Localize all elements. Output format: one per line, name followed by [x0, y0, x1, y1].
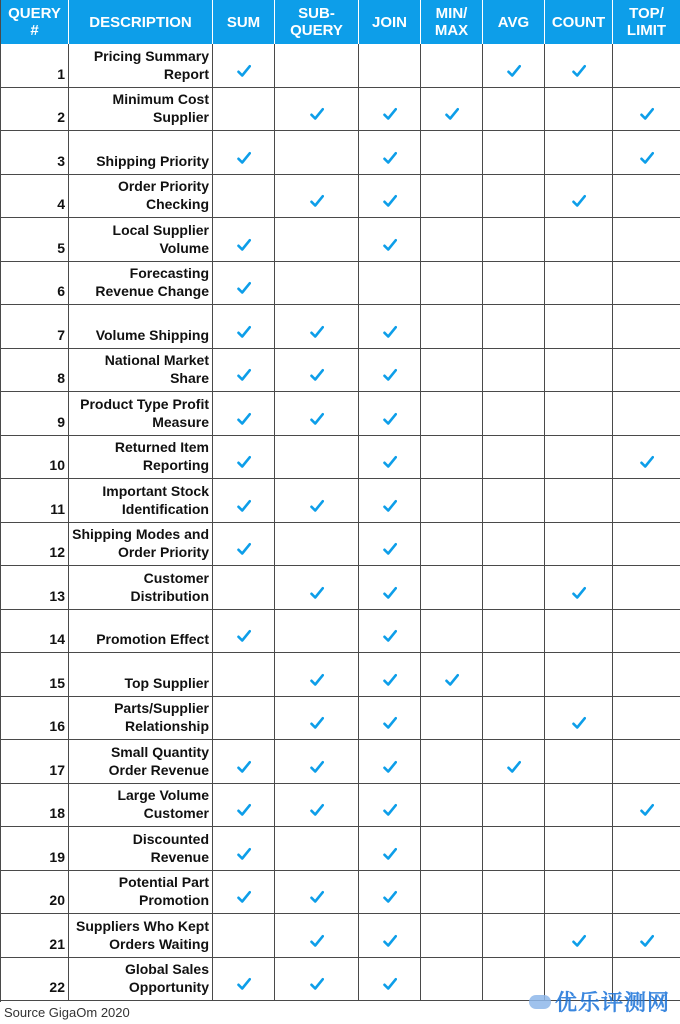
- avg-cell: [483, 436, 545, 480]
- top-limit-cell: [613, 88, 680, 132]
- description-cell: Important Stock Identification: [69, 479, 213, 523]
- query-number-cell: 6: [1, 262, 69, 306]
- subquery-cell: [275, 218, 359, 262]
- checkmark-icon: [237, 455, 251, 474]
- description-cell: Local Supplier Volume: [69, 218, 213, 262]
- query-number-cell: 16: [1, 697, 69, 741]
- avg-cell: [483, 175, 545, 219]
- query-number-cell: 8: [1, 349, 69, 393]
- top-limit-cell: [613, 566, 680, 610]
- top-limit-cell: [613, 44, 680, 88]
- join-cell: [359, 305, 421, 349]
- watermark: [529, 986, 670, 1017]
- min-max-cell: [421, 305, 483, 349]
- sum-cell: [213, 305, 275, 349]
- checkmark-icon: [383, 586, 397, 605]
- subquery-cell: [275, 44, 359, 88]
- checkmark-icon: [383, 803, 397, 822]
- min-max-cell: [421, 436, 483, 480]
- avg-cell: [483, 523, 545, 567]
- top-limit-cell: [613, 218, 680, 262]
- top-limit-cell: [613, 131, 680, 175]
- avg-cell: [483, 784, 545, 828]
- join-cell: [359, 653, 421, 697]
- checkmark-icon: [237, 368, 251, 387]
- sum-cell: [213, 218, 275, 262]
- description-cell: Suppliers Who Kept Orders Waiting: [69, 914, 213, 958]
- count-cell: [545, 740, 613, 784]
- min-max-cell: [421, 697, 483, 741]
- header-min-max: MIN/ MAX: [421, 0, 483, 44]
- top-limit-cell: [613, 914, 680, 958]
- description-cell: Returned Item Reporting: [69, 436, 213, 480]
- min-max-cell: [421, 175, 483, 219]
- join-cell: [359, 218, 421, 262]
- avg-cell: [483, 349, 545, 393]
- count-cell: [545, 131, 613, 175]
- subquery-cell: [275, 827, 359, 871]
- sum-cell: [213, 697, 275, 741]
- checkmark-icon: [310, 325, 324, 344]
- sum-cell: [213, 523, 275, 567]
- subquery-cell: [275, 740, 359, 784]
- avg-cell: [483, 88, 545, 132]
- join-cell: [359, 914, 421, 958]
- sum-cell: [213, 914, 275, 958]
- query-number-cell: 19: [1, 827, 69, 871]
- min-max-cell: [421, 784, 483, 828]
- checkmark-icon: [237, 977, 251, 996]
- join-cell: [359, 566, 421, 610]
- checkmark-icon: [383, 412, 397, 431]
- join-cell: [359, 479, 421, 523]
- sum-cell: [213, 392, 275, 436]
- top-limit-cell: [613, 392, 680, 436]
- count-cell: [545, 175, 613, 219]
- min-max-cell: [421, 827, 483, 871]
- join-cell: [359, 436, 421, 480]
- header-sum: SUM: [213, 0, 275, 44]
- sum-cell: [213, 88, 275, 132]
- checkmark-icon: [237, 542, 251, 561]
- min-max-cell: [421, 218, 483, 262]
- header-top-limit: TOP/ LIMIT: [613, 0, 680, 44]
- checkmark-icon: [507, 64, 521, 83]
- checkmark-icon: [383, 890, 397, 909]
- sum-cell: [213, 262, 275, 306]
- subquery-cell: [275, 349, 359, 393]
- avg-cell: [483, 610, 545, 654]
- checkmark-icon: [310, 890, 324, 909]
- min-max-cell: [421, 871, 483, 915]
- checkmark-icon: [383, 934, 397, 953]
- avg-cell: [483, 740, 545, 784]
- checkmark-icon: [237, 412, 251, 431]
- sum-cell: [213, 44, 275, 88]
- description-cell: Customer Distribution: [69, 566, 213, 610]
- watermark-logo-icon: [529, 995, 551, 1009]
- top-limit-cell: [613, 827, 680, 871]
- checkmark-icon: [383, 194, 397, 213]
- checkmark-icon: [383, 673, 397, 692]
- checkmark-icon: [237, 238, 251, 257]
- join-cell: [359, 349, 421, 393]
- join-cell: [359, 131, 421, 175]
- subquery-cell: [275, 784, 359, 828]
- top-limit-cell: [613, 479, 680, 523]
- min-max-cell: [421, 523, 483, 567]
- description-cell: Large Volume Customer: [69, 784, 213, 828]
- avg-cell: [483, 305, 545, 349]
- query-number-cell: 14: [1, 610, 69, 654]
- min-max-cell: [421, 44, 483, 88]
- min-max-cell: [421, 88, 483, 132]
- query-number-cell: 15: [1, 653, 69, 697]
- checkmark-icon: [572, 716, 586, 735]
- query-number-cell: 12: [1, 523, 69, 567]
- sum-cell: [213, 958, 275, 1002]
- top-limit-cell: [613, 305, 680, 349]
- checkmark-icon: [640, 107, 654, 126]
- subquery-cell: [275, 566, 359, 610]
- count-cell: [545, 610, 613, 654]
- checkmark-icon: [383, 499, 397, 518]
- top-limit-cell: [613, 175, 680, 219]
- min-max-cell: [421, 653, 483, 697]
- description-cell: Parts/Supplier Relationship: [69, 697, 213, 741]
- query-number-cell: 1: [1, 44, 69, 88]
- checkmark-icon: [310, 803, 324, 822]
- avg-cell: [483, 914, 545, 958]
- join-cell: [359, 88, 421, 132]
- query-number-cell: 5: [1, 218, 69, 262]
- subquery-cell: [275, 305, 359, 349]
- checkmark-icon: [383, 368, 397, 387]
- count-cell: [545, 218, 613, 262]
- min-max-cell: [421, 349, 483, 393]
- subquery-cell: [275, 871, 359, 915]
- checkmark-icon: [310, 586, 324, 605]
- description-cell: Shipping Priority: [69, 131, 213, 175]
- checkmark-icon: [310, 934, 324, 953]
- subquery-cell: [275, 88, 359, 132]
- query-number-cell: 17: [1, 740, 69, 784]
- description-cell: Forecasting Revenue Change: [69, 262, 213, 306]
- query-number-cell: 22: [1, 958, 69, 1002]
- checkmark-icon: [237, 890, 251, 909]
- checkmark-icon: [237, 499, 251, 518]
- description-cell: Pricing Summary Report: [69, 44, 213, 88]
- checkmark-icon: [383, 238, 397, 257]
- avg-cell: [483, 262, 545, 306]
- count-cell: [545, 436, 613, 480]
- count-cell: [545, 566, 613, 610]
- checkmark-icon: [640, 151, 654, 170]
- min-max-cell: [421, 262, 483, 306]
- checkmark-icon: [383, 542, 397, 561]
- description-cell: Top Supplier: [69, 653, 213, 697]
- sum-cell: [213, 479, 275, 523]
- query-number-cell: 10: [1, 436, 69, 480]
- header-subquery: SUB- QUERY: [275, 0, 359, 44]
- checkmark-icon: [383, 151, 397, 170]
- count-cell: [545, 349, 613, 393]
- checkmark-icon: [640, 455, 654, 474]
- join-cell: [359, 262, 421, 306]
- checkmark-icon: [237, 64, 251, 83]
- sum-cell: [213, 349, 275, 393]
- join-cell: [359, 175, 421, 219]
- top-limit-cell: [613, 784, 680, 828]
- checkmark-icon: [310, 499, 324, 518]
- checkmark-icon: [310, 412, 324, 431]
- min-max-cell: [421, 958, 483, 1002]
- header-query-number: QUERY #: [1, 0, 69, 44]
- count-cell: [545, 653, 613, 697]
- query-number-cell: 20: [1, 871, 69, 915]
- source-note: Source GigaOm 2020: [4, 1005, 130, 1020]
- checkmark-icon: [383, 629, 397, 648]
- sum-cell: [213, 653, 275, 697]
- query-number-cell: 7: [1, 305, 69, 349]
- sum-cell: [213, 610, 275, 654]
- count-cell: [545, 305, 613, 349]
- checkmark-icon: [310, 760, 324, 779]
- sum-cell: [213, 175, 275, 219]
- header-description: DESCRIPTION: [69, 0, 213, 44]
- description-cell: Global Sales Opportunity: [69, 958, 213, 1002]
- description-cell: Minimum Cost Supplier: [69, 88, 213, 132]
- checkmark-icon: [237, 760, 251, 779]
- subquery-cell: [275, 653, 359, 697]
- query-number-cell: 3: [1, 131, 69, 175]
- header-join: JOIN: [359, 0, 421, 44]
- subquery-cell: [275, 392, 359, 436]
- top-limit-cell: [613, 523, 680, 567]
- checkmark-icon: [383, 847, 397, 866]
- avg-cell: [483, 479, 545, 523]
- checkmark-icon: [237, 629, 251, 648]
- avg-cell: [483, 827, 545, 871]
- top-limit-cell: [613, 740, 680, 784]
- query-number-cell: 18: [1, 784, 69, 828]
- min-max-cell: [421, 131, 483, 175]
- checkmark-icon: [640, 934, 654, 953]
- count-cell: [545, 871, 613, 915]
- subquery-cell: [275, 436, 359, 480]
- join-cell: [359, 740, 421, 784]
- avg-cell: [483, 131, 545, 175]
- query-number-cell: 2: [1, 88, 69, 132]
- subquery-cell: [275, 958, 359, 1002]
- count-cell: [545, 697, 613, 741]
- description-cell: National Market Share: [69, 349, 213, 393]
- subquery-cell: [275, 914, 359, 958]
- top-limit-cell: [613, 349, 680, 393]
- sum-cell: [213, 131, 275, 175]
- sum-cell: [213, 436, 275, 480]
- watermark-text: 优乐评测网: [554, 991, 670, 1016]
- checkmark-icon: [445, 107, 459, 126]
- query-number-cell: 13: [1, 566, 69, 610]
- checkmark-icon: [572, 934, 586, 953]
- description-cell: Promotion Effect: [69, 610, 213, 654]
- avg-cell: [483, 566, 545, 610]
- checkmark-icon: [507, 760, 521, 779]
- join-cell: [359, 827, 421, 871]
- count-cell: [545, 784, 613, 828]
- query-number-cell: 4: [1, 175, 69, 219]
- checkmark-icon: [640, 803, 654, 822]
- checkmark-icon: [310, 716, 324, 735]
- join-cell: [359, 44, 421, 88]
- checkmark-icon: [310, 194, 324, 213]
- checkmark-icon: [237, 847, 251, 866]
- checkmark-icon: [237, 803, 251, 822]
- count-cell: [545, 914, 613, 958]
- min-max-cell: [421, 914, 483, 958]
- checkmark-icon: [383, 455, 397, 474]
- checkmark-icon: [310, 107, 324, 126]
- subquery-cell: [275, 175, 359, 219]
- avg-cell: [483, 697, 545, 741]
- subquery-cell: [275, 523, 359, 567]
- count-cell: [545, 392, 613, 436]
- avg-cell: [483, 44, 545, 88]
- checkmark-icon: [237, 325, 251, 344]
- count-cell: [545, 523, 613, 567]
- description-cell: Discounted Revenue: [69, 827, 213, 871]
- count-cell: [545, 262, 613, 306]
- min-max-cell: [421, 566, 483, 610]
- min-max-cell: [421, 479, 483, 523]
- top-limit-cell: [613, 871, 680, 915]
- checkmark-icon: [383, 977, 397, 996]
- checkmark-icon: [310, 673, 324, 692]
- count-cell: [545, 88, 613, 132]
- count-cell: [545, 44, 613, 88]
- subquery-cell: [275, 479, 359, 523]
- count-cell: [545, 479, 613, 523]
- count-cell: [545, 827, 613, 871]
- top-limit-cell: [613, 653, 680, 697]
- sum-cell: [213, 871, 275, 915]
- join-cell: [359, 958, 421, 1002]
- checkmark-icon: [572, 194, 586, 213]
- subquery-cell: [275, 697, 359, 741]
- header-count: COUNT: [545, 0, 613, 44]
- join-cell: [359, 871, 421, 915]
- top-limit-cell: [613, 697, 680, 741]
- subquery-cell: [275, 131, 359, 175]
- description-cell: Volume Shipping: [69, 305, 213, 349]
- sum-cell: [213, 740, 275, 784]
- checkmark-icon: [572, 64, 586, 83]
- description-cell: Shipping Modes and Order Priority: [69, 523, 213, 567]
- top-limit-cell: [613, 610, 680, 654]
- join-cell: [359, 392, 421, 436]
- checkmark-icon: [572, 586, 586, 605]
- sum-cell: [213, 827, 275, 871]
- join-cell: [359, 610, 421, 654]
- checkmark-icon: [383, 325, 397, 344]
- description-cell: Potential Part Promotion: [69, 871, 213, 915]
- min-max-cell: [421, 610, 483, 654]
- checkmark-icon: [383, 107, 397, 126]
- join-cell: [359, 523, 421, 567]
- checkmark-icon: [237, 281, 251, 300]
- description-cell: Order Priority Checking: [69, 175, 213, 219]
- sum-cell: [213, 784, 275, 828]
- query-number-cell: 9: [1, 392, 69, 436]
- join-cell: [359, 784, 421, 828]
- sum-cell: [213, 566, 275, 610]
- min-max-cell: [421, 392, 483, 436]
- top-limit-cell: [613, 436, 680, 480]
- checkmark-icon: [383, 760, 397, 779]
- avg-cell: [483, 871, 545, 915]
- join-cell: [359, 697, 421, 741]
- header-avg: AVG: [483, 0, 545, 44]
- checkmark-icon: [310, 977, 324, 996]
- checkmark-icon: [310, 368, 324, 387]
- query-number-cell: 11: [1, 479, 69, 523]
- checkmark-icon: [237, 151, 251, 170]
- avg-cell: [483, 392, 545, 436]
- subquery-cell: [275, 262, 359, 306]
- min-max-cell: [421, 740, 483, 784]
- avg-cell: [483, 218, 545, 262]
- checkmark-icon: [445, 673, 459, 692]
- subquery-cell: [275, 610, 359, 654]
- checkmark-icon: [383, 716, 397, 735]
- query-number-cell: 21: [1, 914, 69, 958]
- top-limit-cell: [613, 262, 680, 306]
- avg-cell: [483, 653, 545, 697]
- description-cell: Small Quantity Order Revenue: [69, 740, 213, 784]
- description-cell: Product Type Profit Measure: [69, 392, 213, 436]
